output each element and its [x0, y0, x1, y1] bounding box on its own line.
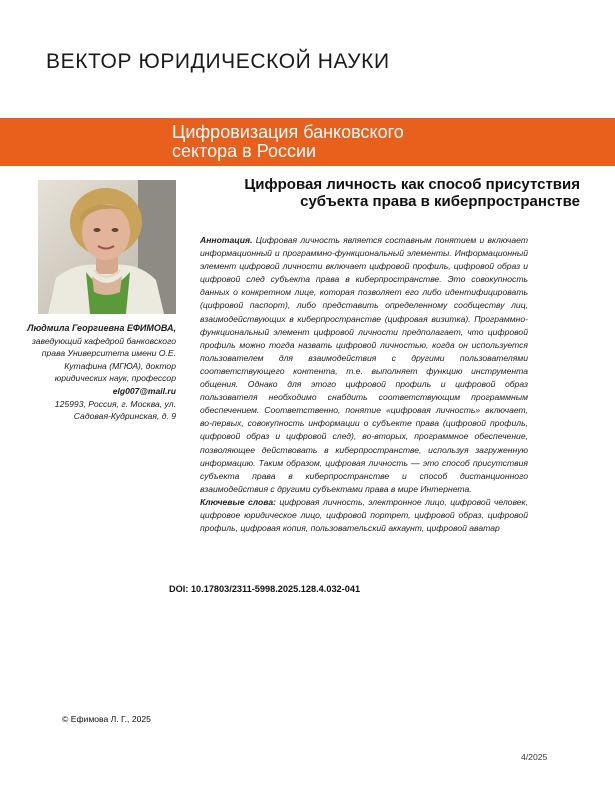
abstract-text: Цифровая личность является составным понятием и включает информационный и программно-функциональный элементы. Информационный элемент цифровой личности включает цифровой профиль, цифровой образ и цифровой след субъекта права в киберпространстве. Это совокупность данных о конкретном лице, которая позволяет его либо идентифицировать (цифровой паспорт), либо представить определенному сообществу лиц, взаимодействующих в киберпространстве (цифровая визитка). Программно-функциональный элемент цифровой личности предполагает, что цифровой профиль можно тогда назвать цифровой личностью, когда он используется пользователем для взаимодействия с другими пользователями соответствующего контента, т.е. выполняет функцию инструмента общения. Однако для этого цифровой профиль и цифровой образ пользователя необходимо снабдить соответствующим программным обеспечением. Соответственно, понятие «цифровая личность» включает, во-первых, совокупность информации о субъекте права (цифровой профиль, цифровой образ и цифровой след), во-вторых, программное обеспечение, позволяющее действовать в киберпространстве, используя загруженную информацию. Таким образом, цифровая личность — это способ присутствия субъекта права в киберпространстве и способ дистанционного взаимодействия с другими субъектами права в мире Интернета.	[200, 235, 529, 494]
author-email[interactable]: elg007@mail.ru	[112, 385, 176, 396]
issue-number: 4/2025	[521, 752, 548, 762]
keywords-text: цифровая личность, электронное лицо, цифровой человек, цифровое юридическое лицо, цифровой портрет, цифровой образ, цифровой профиль, цифровая копия, пользовательский аккаунт, цифровой аватар	[200, 496, 528, 534]
author-photo	[38, 180, 176, 314]
doi[interactable]: DOI: 10.17803/2311-5998.2025.128.4.032-041	[169, 584, 361, 594]
author-portrait-image	[38, 180, 176, 314]
copyright: © Ефимова Л. Г., 2025	[62, 714, 151, 724]
article-title: Цифровая личность как способ присутствия субъекта права в киберпространстве	[244, 176, 580, 210]
author-position: заведующий кафедрой банковского права Университета имени О.Е. Кутафина (МГЮА), доктор юридических наук, профессор	[31, 335, 176, 384]
abstract	[200, 234, 528, 535]
author-name: Людмила Георгиевна ЕФИМОВА,	[27, 323, 176, 333]
section-title: Цифровизация банковского сектора в России	[172, 122, 404, 161]
abstract-label: Аннотация.	[200, 235, 253, 245]
journal-title: ВЕКТОР ЮРИДИЧЕСКОЙ НАУКИ	[46, 50, 390, 73]
section-banner	[0, 118, 615, 166]
keywords-label: Ключевые слова:	[200, 496, 276, 507]
author-address: 125993, Россия, г. Москва, ул. Садовая-Кудринская, д. 9	[54, 398, 176, 422]
author-info	[20, 322, 176, 423]
